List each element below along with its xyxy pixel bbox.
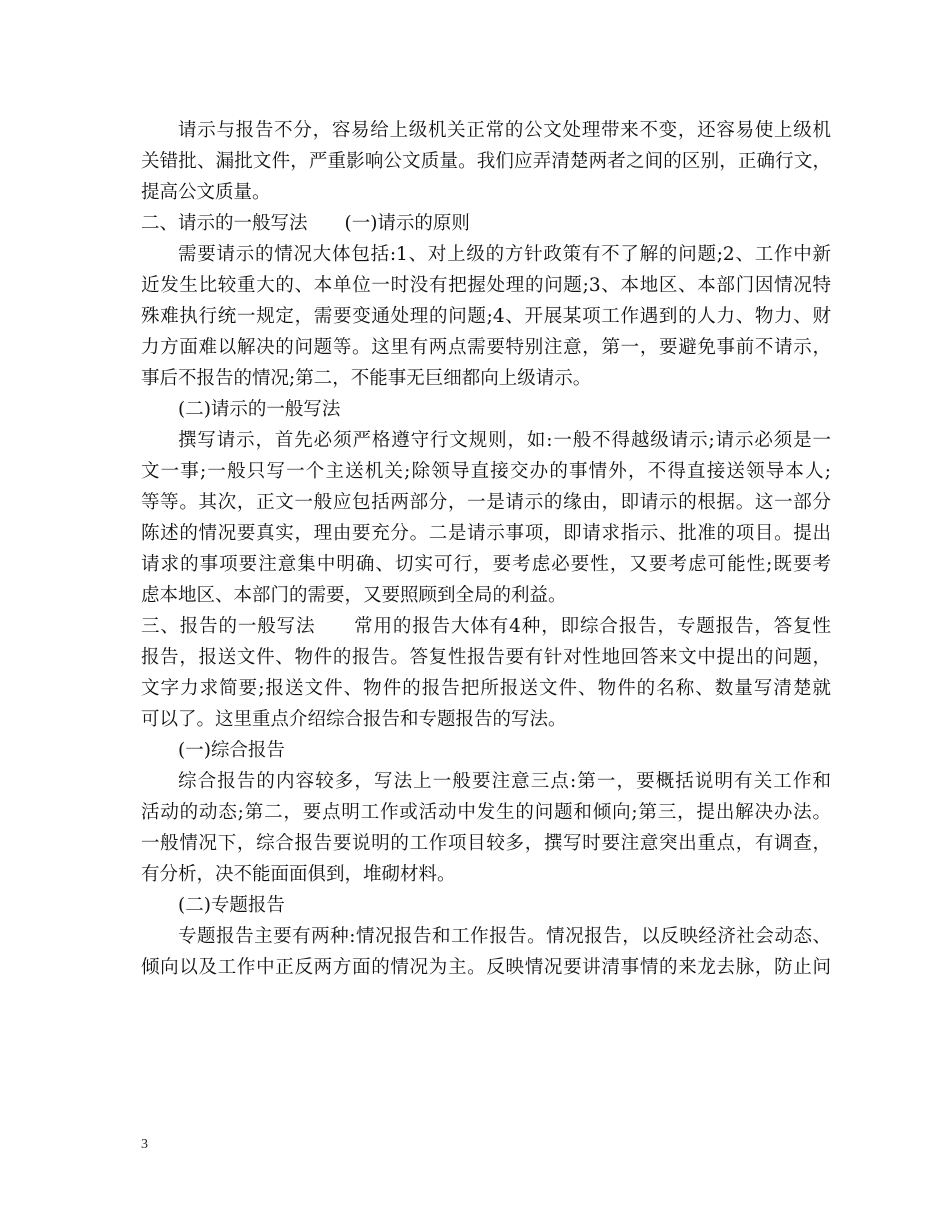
text-line: 陈述的情况要真实，理由要充分。二是请示事项，即请求指示、批准的项目。提出 (141, 523, 831, 544)
text-line: (二)专题报告 (178, 895, 285, 916)
text-line: 综合报告的内容较多，写法上一般要注意三点:第一，要概括说明有关工作和 (178, 771, 831, 792)
text-line: 文一事;一般只写一个主送机关;除领导直接交办的事情外，不得直接送领导本人; (141, 461, 831, 482)
text-line: 一般情况下，综合报告要说明的工作项目较多，撰写时要注意突出重点，有调查， (141, 833, 831, 854)
text-line: 提高公文质量。 (141, 182, 271, 203)
text-line: (二)请示的一般写法 (178, 399, 341, 420)
text-line: 有分析，决不能面面俱到，堆砌材料。 (141, 864, 456, 885)
text-line: 事后不报告的情况;第二，不能事无巨细都向上级请示。 (141, 368, 592, 389)
text-line: 报告，报送文件、物件的报告。答复性报告要有针对性地回答来文中提出的问题， (141, 647, 831, 668)
text-line: 专题报告主要有两种:情况报告和工作报告。情况报告，以反映经济社会动态、 (178, 926, 831, 947)
text-line: 文字力求简要;报送文件、物件的报告把所报送文件、物件的名称、数量写清楚就 (141, 678, 831, 699)
text-line: 二、请示的一般写法 (一)请示的原则 (141, 213, 470, 234)
page-number: 3 (141, 1137, 148, 1152)
document-body (141, 115, 831, 983)
text-line: 虑本地区、本部门的需要，又要照顾到全局的利益。 (141, 585, 567, 606)
text-line: 殊难执行统一规定，需要变通处理的问题;4、开展某项工作遇到的人力、物力、财 (141, 306, 831, 327)
text-line: 等等。其次，正文一般应包括两部分，一是请示的缘由，即请示的根据。这一部分 (141, 492, 831, 513)
text-line: 倾向以及工作中正反两方面的情况为主。反映情况要讲清事情的来龙去脉，防止问 (141, 957, 831, 978)
text-line: 活动的动态;第二，要点明工作或活动中发生的问题和倾向;第三，提出解决办法。 (141, 802, 831, 823)
text-line: 需要请示的情况大体包括:1、对上级的方针政策有不了解的问题;2、工作中新 (178, 244, 831, 265)
text-line: 可以了。这里重点介绍综合报告和专题报告的写法。 (141, 709, 567, 730)
text-line: 请求的事项要注意集中明确、切实可行，要考虑必要性，又要考虑可能性;既要考 (141, 554, 831, 575)
text-line: 近发生比较重大的、本单位一时没有把握处理的问题;3、本地区、本部门因情况特 (141, 275, 831, 296)
text-line: 请示与报告不分，容易给上级机关正常的公文处理带来不变，还容易使上级机 (178, 120, 831, 141)
text-line: 力方面难以解决的问题等。这里有两点需要特别注意，第一，要避免事前不请示， (141, 337, 831, 358)
text-line: 三、报告的一般写法 常用的报告大体有4种，即综合报告，专题报告，答复性 (141, 616, 831, 637)
text-line: 关错批、漏批文件，严重影响公文质量。我们应弄清楚两者之间的区别，正确行文， (141, 151, 831, 172)
text-line: (一)综合报告 (178, 740, 285, 761)
text-line: 撰写请示，首先必须严格遵守行文规则，如:一般不得越级请示;请示必须是一 (178, 430, 831, 451)
